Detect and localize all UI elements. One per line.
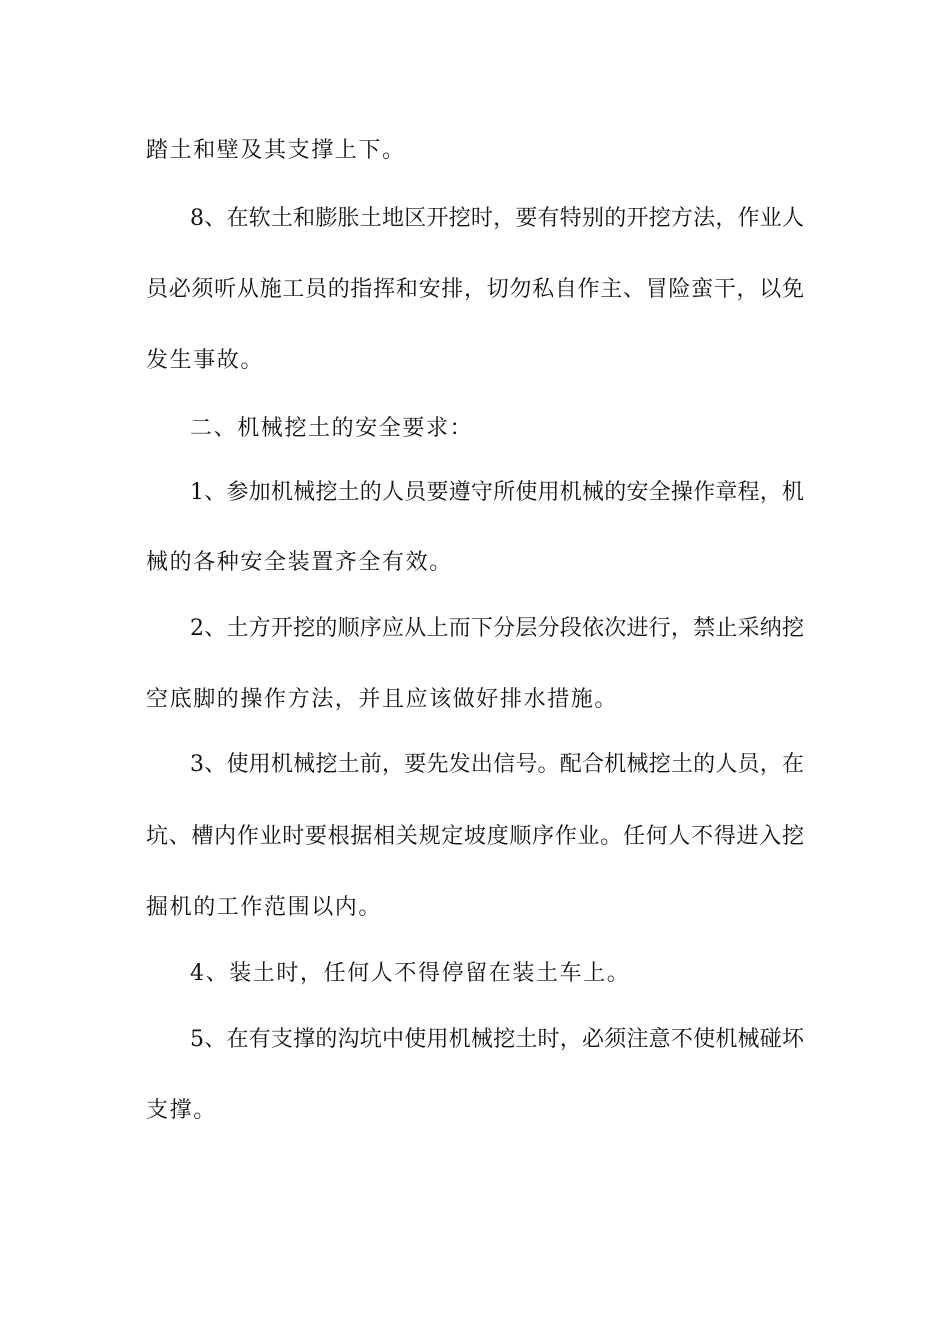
text-line: 掘机的工作范围以内。 — [146, 895, 383, 920]
text-line: 械的各种安全装置齐全有效。 — [146, 550, 453, 575]
text-line: 踏土和壁及其支撑上下。 — [146, 138, 406, 163]
text-line: 4、装土时，任何人不得停留在装土车上。 — [190, 961, 631, 986]
text-line: 坑、槽内作业时要根据相关规定坡度顺序作业。任何人不得进入挖 — [146, 824, 804, 849]
text-line: 5、在有支撑的沟坑中使用机械挖土时，必须注意不使机械碰坏 — [190, 1027, 804, 1052]
text-line: 支撑。 — [146, 1098, 217, 1123]
text-line: 3、使用机械挖土前，要先发出信号。配合机械挖土的人员，在 — [190, 752, 804, 777]
text-line: 1、参加机械挖土的人员要遵守所使用机械的安全操作章程，机 — [190, 480, 804, 505]
text-line: 8、在软土和膨胀土地区开挖时，要有特别的开挖方法，作业人 — [190, 206, 804, 231]
text-line: 2、土方开挖的顺序应从上而下分层分段依次进行，禁止采纳挖 — [190, 616, 804, 641]
text-line: 发生事故。 — [146, 348, 265, 373]
text-line: 空底脚的操作方法，并且应该做好排水措施。 — [146, 687, 619, 712]
text-line: 员必须听从施工员的指挥和安排，切勿私自作主、冒险蛮干，以免 — [146, 277, 804, 302]
section-heading: 二、机械挖土的安全要求： — [190, 416, 474, 441]
